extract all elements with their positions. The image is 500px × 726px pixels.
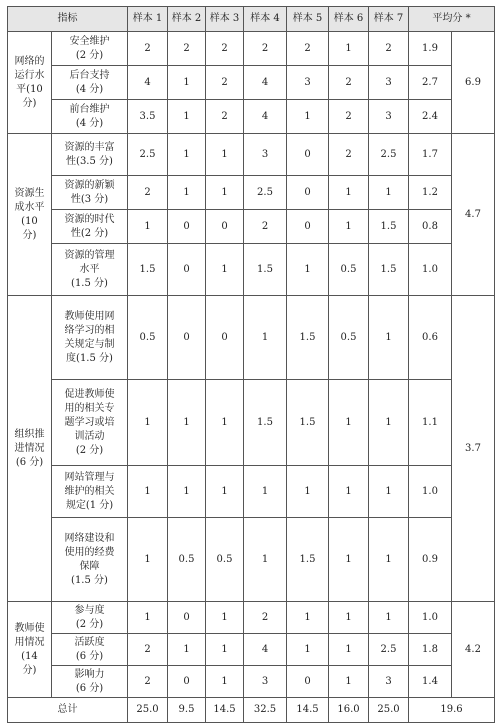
score-cell: 0.5 xyxy=(329,244,369,296)
score-cell: 1 xyxy=(329,518,369,602)
score-cell: 2.5 xyxy=(244,176,287,210)
score-cell: 1 xyxy=(329,602,369,634)
score-cell: 2 xyxy=(329,100,369,134)
row-average: 1.0 xyxy=(409,602,452,634)
score-cell: 0 xyxy=(206,296,244,380)
score-cell: 1 xyxy=(369,602,409,634)
score-cell: 1 xyxy=(206,176,244,210)
total-row xyxy=(8,698,495,723)
score-cell: 1 xyxy=(206,380,244,466)
score-cell: 1 xyxy=(128,602,168,634)
row-average: 0.9 xyxy=(409,518,452,602)
score-cell: 1 xyxy=(329,666,369,698)
indicator-label: 后台支持 (4 分) xyxy=(52,66,128,100)
score-cell: 1 xyxy=(287,100,329,134)
row-average: 1.1 xyxy=(409,380,452,466)
header-sample-4: 样本 4 xyxy=(244,7,287,32)
total-cell: 25.0 xyxy=(369,698,409,723)
score-cell: 1 xyxy=(329,176,369,210)
header-sample-3: 样本 3 xyxy=(206,7,244,32)
score-cell: 4 xyxy=(128,66,168,100)
score-cell: 1 xyxy=(369,466,409,518)
table-row xyxy=(8,466,495,518)
indicator-label: 资源的时代 性(2 分) xyxy=(52,210,128,244)
header-sample-1: 样本 1 xyxy=(128,7,168,32)
total-cell: 14.5 xyxy=(287,698,329,723)
score-cell: 0 xyxy=(287,210,329,244)
score-cell: 1 xyxy=(244,466,287,518)
score-cell: 1 xyxy=(206,634,244,666)
score-cell: 1 xyxy=(168,134,206,176)
score-cell: 3 xyxy=(369,666,409,698)
header-indicator: 指标 xyxy=(8,7,128,32)
score-cell: 1.5 xyxy=(128,244,168,296)
score-cell: 1 xyxy=(168,466,206,518)
table-header xyxy=(8,7,495,32)
score-cell: 0 xyxy=(168,296,206,380)
table-row xyxy=(8,380,495,466)
score-cell: 3 xyxy=(369,66,409,100)
total-average: 19.6 xyxy=(409,698,495,723)
score-cell: 0.5 xyxy=(206,518,244,602)
score-cell: 3 xyxy=(369,100,409,134)
score-cell: 2 xyxy=(128,176,168,210)
indicator-label: 教师使用网 络学习的相 关规定与制 度(1.5 分) xyxy=(52,296,128,380)
score-cell: 1 xyxy=(329,380,369,466)
score-cell: 2.5 xyxy=(369,634,409,666)
header-sample-2: 样本 2 xyxy=(168,7,206,32)
score-cell: 1 xyxy=(128,466,168,518)
score-cell: 3.5 xyxy=(128,100,168,134)
score-cell: 0 xyxy=(287,134,329,176)
score-cell: 2 xyxy=(329,134,369,176)
score-cell: 1 xyxy=(206,602,244,634)
row-average: 1.0 xyxy=(409,244,452,296)
score-cell: 2 xyxy=(369,32,409,66)
score-cell: 0 xyxy=(168,210,206,244)
score-cell: 1 xyxy=(168,176,206,210)
total-cell: 32.5 xyxy=(244,698,287,723)
table-row xyxy=(8,176,495,210)
score-cell: 2 xyxy=(244,32,287,66)
score-cell: 1.5 xyxy=(287,518,329,602)
score-cell: 0 xyxy=(206,210,244,244)
score-cell: 4 xyxy=(244,66,287,100)
indicator-label: 影响力 (6 分) xyxy=(52,666,128,698)
score-cell: 2 xyxy=(206,32,244,66)
score-cell: 1 xyxy=(329,32,369,66)
score-cell: 1 xyxy=(244,518,287,602)
score-cell: 2 xyxy=(128,666,168,698)
row-average: 2.4 xyxy=(409,100,452,134)
score-cell: 2 xyxy=(244,210,287,244)
group-label: 资源生 成水平 (10 分) xyxy=(8,134,52,296)
score-cell: 1 xyxy=(369,518,409,602)
score-cell: 3 xyxy=(244,666,287,698)
header-sample-7: 样本 7 xyxy=(369,7,409,32)
table-row xyxy=(8,634,495,666)
total-cell: 25.0 xyxy=(128,698,168,723)
header-sample-6: 样本 6 xyxy=(329,7,369,32)
indicator-label: 资源的丰富 性(3.5 分) xyxy=(52,134,128,176)
score-cell: 1 xyxy=(287,634,329,666)
score-cell: 0 xyxy=(168,666,206,698)
indicator-label: 资源的管理 水平 (1.5 分) xyxy=(52,244,128,296)
score-cell: 0.5 xyxy=(329,296,369,380)
table-row xyxy=(8,296,495,380)
score-cell: 0.5 xyxy=(128,296,168,380)
group-average: 4.7 xyxy=(452,134,495,296)
score-cell: 4 xyxy=(244,100,287,134)
score-cell: 1 xyxy=(168,66,206,100)
table-row xyxy=(8,518,495,602)
row-average: 1.8 xyxy=(409,634,452,666)
score-cell: 1 xyxy=(329,634,369,666)
indicator-label: 安全维护 (2 分) xyxy=(52,32,128,66)
score-cell: 3 xyxy=(244,134,287,176)
total-cell: 16.0 xyxy=(329,698,369,723)
group-label: 教师使 用情况 (14 分) xyxy=(8,602,52,698)
table-row xyxy=(8,66,495,100)
indicator-label: 前台维护 (4 分) xyxy=(52,100,128,134)
row-average: 1.0 xyxy=(409,466,452,518)
table-row xyxy=(8,244,495,296)
score-cell: 1 xyxy=(168,100,206,134)
score-cell: 2 xyxy=(244,602,287,634)
table-row xyxy=(8,32,495,66)
indicator-label: 资源的新颖 性(3 分) xyxy=(52,176,128,210)
score-cell: 1 xyxy=(287,466,329,518)
score-cell: 1 xyxy=(369,296,409,380)
score-cell: 0 xyxy=(168,602,206,634)
header-sample-5: 样本 5 xyxy=(287,7,329,32)
total-label: 总计 xyxy=(8,698,128,723)
score-cell: 1.5 xyxy=(244,380,287,466)
group-average: 3.7 xyxy=(452,296,495,602)
score-cell: 3 xyxy=(287,66,329,100)
score-cell: 2 xyxy=(206,66,244,100)
score-cell: 1 xyxy=(128,518,168,602)
indicator-label: 网络建设和 使用的经费 保障 (1.5 分) xyxy=(52,518,128,602)
score-cell: 1.5 xyxy=(369,244,409,296)
total-cell: 9.5 xyxy=(168,698,206,723)
row-average: 0.6 xyxy=(409,296,452,380)
group-label: 组织推 进情况 (6 分) xyxy=(8,296,52,602)
score-cell: 2.5 xyxy=(128,134,168,176)
indicator-label: 促进教师使 用的相关专 题学习或培 训活动 (2 分) xyxy=(52,380,128,466)
indicator-label: 活跃度 (6 分) xyxy=(52,634,128,666)
table-row xyxy=(8,666,495,698)
score-cell: 1 xyxy=(369,176,409,210)
score-cell: 1 xyxy=(287,244,329,296)
score-cell: 2 xyxy=(128,32,168,66)
score-cell: 4 xyxy=(244,634,287,666)
score-cell: 2.5 xyxy=(369,134,409,176)
score-cell: 2 xyxy=(168,32,206,66)
row-average: 1.4 xyxy=(409,666,452,698)
score-cell: 2 xyxy=(329,66,369,100)
score-cell: 0 xyxy=(287,176,329,210)
score-table xyxy=(7,6,495,723)
score-cell: 1 xyxy=(128,380,168,466)
row-average: 1.7 xyxy=(409,134,452,176)
score-cell: 0 xyxy=(168,244,206,296)
group-average: 6.9 xyxy=(452,32,495,134)
indicator-label: 参与度 (2 分) xyxy=(52,602,128,634)
score-cell: 1 xyxy=(128,210,168,244)
score-cell: 0 xyxy=(287,666,329,698)
score-cell: 1 xyxy=(329,210,369,244)
table-body xyxy=(8,32,495,723)
table-row xyxy=(8,210,495,244)
score-cell: 1 xyxy=(329,466,369,518)
row-average: 2.7 xyxy=(409,66,452,100)
score-cell: 1 xyxy=(206,666,244,698)
header-average: 平均分 * xyxy=(409,7,495,32)
score-cell: 1.5 xyxy=(287,296,329,380)
score-cell: 1 xyxy=(168,634,206,666)
table-row xyxy=(8,602,495,634)
group-average: 4.2 xyxy=(452,602,495,698)
score-cell: 1.5 xyxy=(369,210,409,244)
score-cell: 0.5 xyxy=(168,518,206,602)
score-cell: 1.5 xyxy=(287,380,329,466)
score-cell: 1 xyxy=(369,380,409,466)
indicator-label: 网站管理与 维护的相关 规定(1 分) xyxy=(52,466,128,518)
table-row xyxy=(8,134,495,176)
score-cell: 2 xyxy=(287,32,329,66)
score-cell: 1 xyxy=(206,466,244,518)
score-cell: 2 xyxy=(128,634,168,666)
score-cell: 1.5 xyxy=(244,244,287,296)
row-average: 0.8 xyxy=(409,210,452,244)
row-average: 1.2 xyxy=(409,176,452,210)
score-cell: 1 xyxy=(244,296,287,380)
score-cell: 1 xyxy=(206,244,244,296)
score-cell: 1 xyxy=(287,602,329,634)
score-cell: 1 xyxy=(168,380,206,466)
score-cell: 2 xyxy=(206,100,244,134)
score-cell: 1 xyxy=(206,134,244,176)
total-cell: 14.5 xyxy=(206,698,244,723)
table-row xyxy=(8,100,495,134)
group-label: 网络的 运行水 平(10 分) xyxy=(8,32,52,134)
row-average: 1.9 xyxy=(409,32,452,66)
